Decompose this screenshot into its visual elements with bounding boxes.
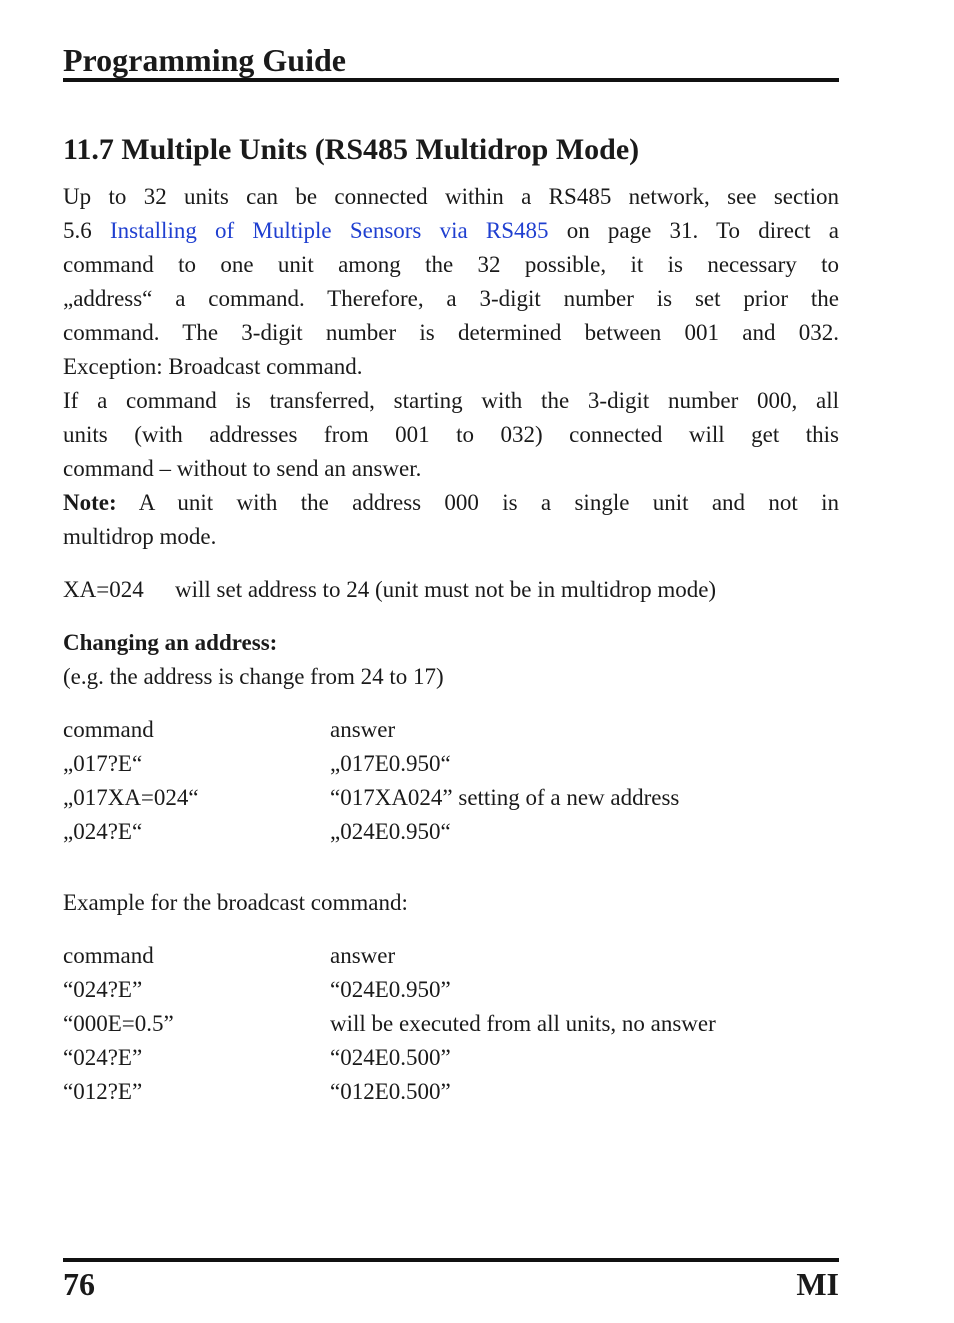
footer-label: MI xyxy=(796,1266,839,1302)
changing-row-command: „024?E“ xyxy=(63,819,143,844)
footer-rule xyxy=(63,1258,839,1262)
page-number: 76 xyxy=(63,1266,95,1302)
intro-line-1: Up to 32 units can be connected within a RS485 network, see section xyxy=(63,184,839,209)
intro-line-4: „address“ a command. Therefore, a 3-digit number is set prior the xyxy=(63,286,839,311)
broadcast-row-command: “012?E” xyxy=(63,1079,143,1104)
broadcast-row-answer: “024E0.950” xyxy=(330,977,451,1002)
broadcast-row-answer: “024E0.500” xyxy=(330,1045,451,1070)
changing-subtitle: (e.g. the address is change from 24 to 17) xyxy=(63,664,444,689)
changing-heading: Changing an address: xyxy=(63,630,278,655)
xa-command: XA=024 xyxy=(63,577,144,602)
note-text: A unit with the address 000 is a single unit and not in xyxy=(116,490,839,515)
changing-col-answer: answer xyxy=(330,717,396,742)
intro-line-7: If a command is transferred, starting with the 3-digit number 000, all xyxy=(63,388,839,413)
intro-line-3: command to one unit among the 32 possible, it is necessary to xyxy=(63,252,839,277)
intro-paragraph xyxy=(63,180,839,554)
section-ref: 5.6 xyxy=(63,218,110,243)
changing-row-command: „017XA=024“ xyxy=(63,785,199,810)
intro-line-9: command – without to send an answer. xyxy=(63,456,422,481)
broadcast-col-answer: answer xyxy=(330,943,396,968)
changing-row-answer: “017XA024” setting of a new address xyxy=(330,785,680,810)
broadcast-row-command: “024?E” xyxy=(63,1045,143,1070)
xa-description: will set address to 24 (unit must not be in multidrop mode) xyxy=(175,577,717,602)
page-header-title: Programming Guide xyxy=(63,42,346,78)
changing-col-command: command xyxy=(63,717,154,742)
section-link[interactable]: Installing of Multiple Sensors via RS485 xyxy=(109,218,549,243)
broadcast-intro: Example for the broadcast command: xyxy=(63,890,408,915)
intro-line-5: command. The 3-digit number is determined between 001 and 032. xyxy=(63,320,839,345)
header-rule xyxy=(63,78,839,82)
broadcast-row-command: “000E=0.5” xyxy=(63,1011,174,1036)
intro-line-6: Exception: Broadcast command. xyxy=(63,354,363,379)
changing-row-answer: „024E0.950“ xyxy=(330,819,451,844)
note-label: Note: xyxy=(63,490,117,515)
broadcast-row-command: “024?E” xyxy=(63,977,143,1002)
intro-line-2 xyxy=(63,214,839,248)
note-line xyxy=(63,486,839,520)
broadcast-col-command: command xyxy=(63,943,154,968)
intro-line-11: multidrop mode. xyxy=(63,524,217,549)
changing-row-answer: „017E0.950“ xyxy=(330,751,451,776)
section-title: 11.7 Multiple Units (RS485 Multidrop Mode) xyxy=(63,133,640,166)
intro-line-8: units (with addresses from 001 to 032) connected will get this xyxy=(63,422,839,447)
changing-row-command: „017?E“ xyxy=(63,751,143,776)
page-ref: on page 31. To direct a xyxy=(548,218,839,243)
broadcast-row-answer: “012E0.500” xyxy=(330,1079,451,1104)
broadcast-row-answer: will be executed from all units, no answer xyxy=(330,1011,716,1036)
